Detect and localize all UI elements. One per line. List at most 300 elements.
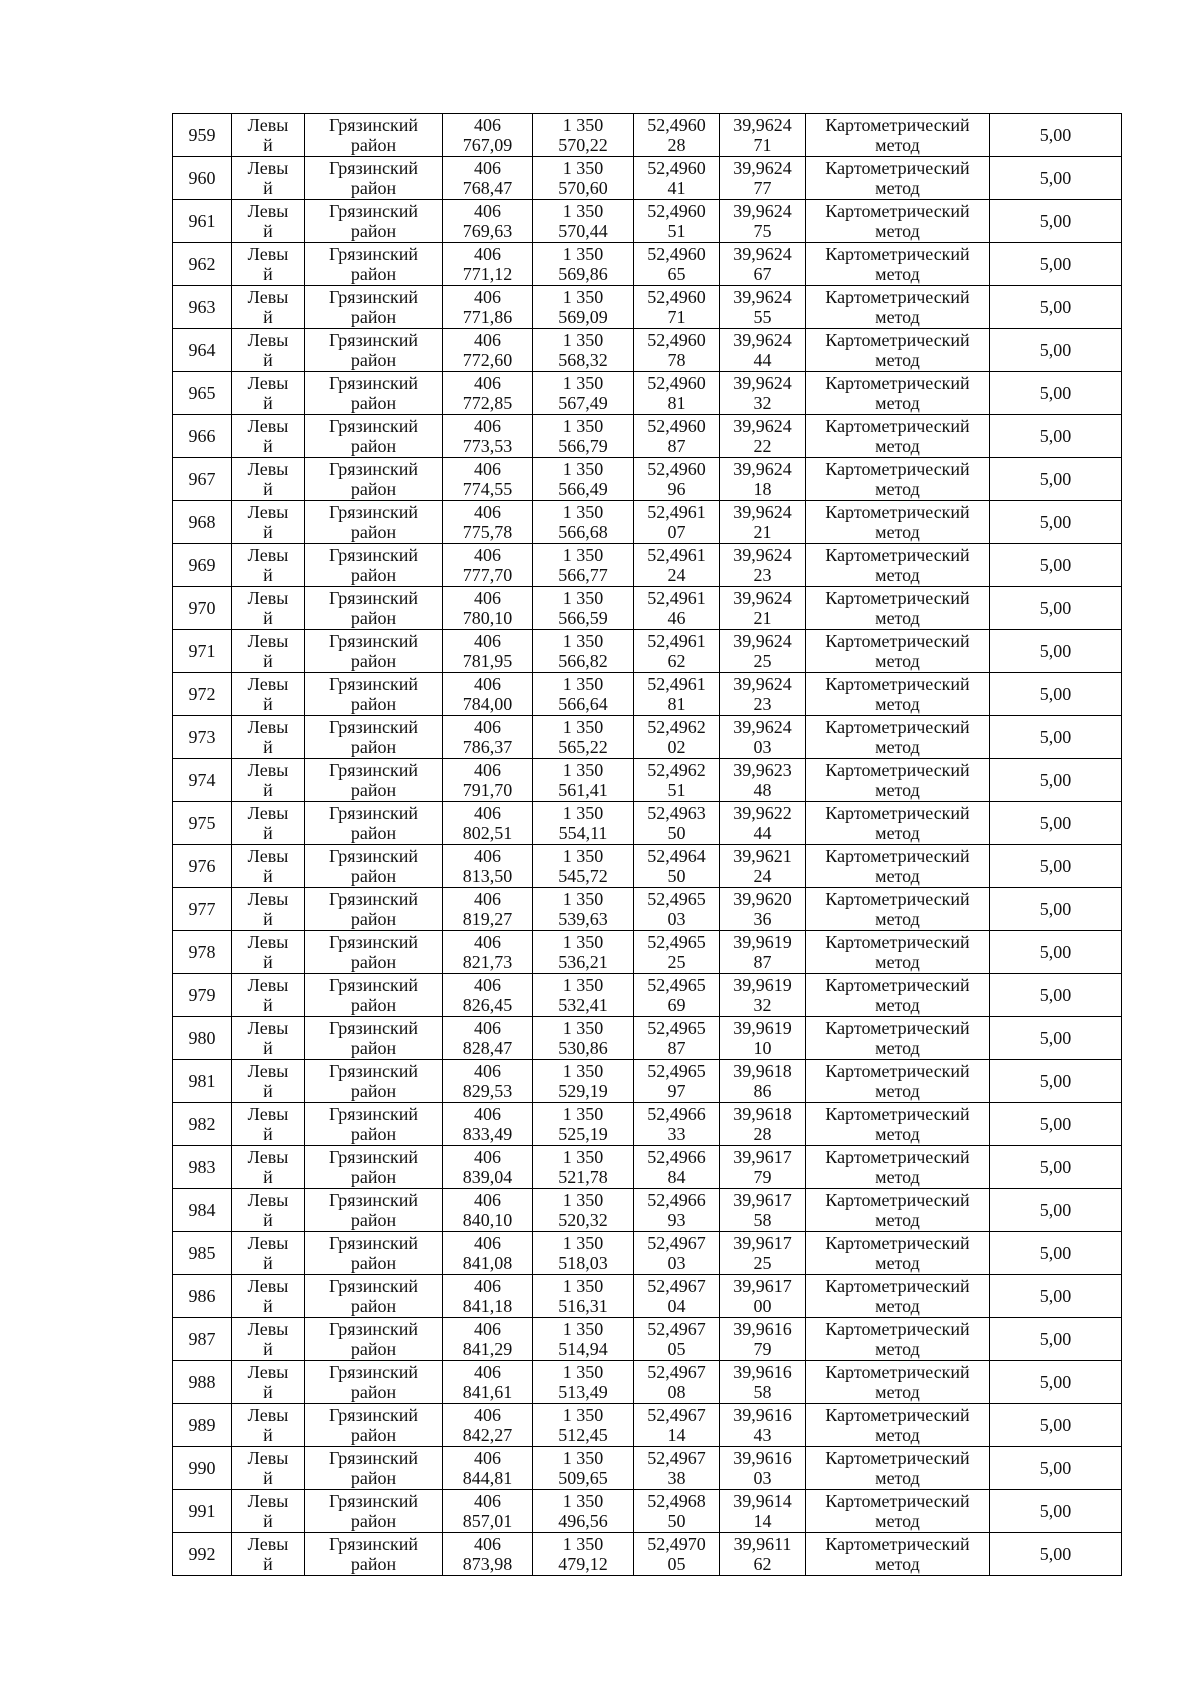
district-line: район: [350, 1468, 397, 1488]
y-coordinate-line: 1 350: [562, 415, 604, 436]
point-number-cell: 976: [173, 845, 232, 888]
district-cell: [305, 243, 443, 286]
bank-side-line: Левы: [247, 630, 289, 651]
latitude-line: 96: [667, 479, 686, 499]
point-number-cell: 975: [173, 802, 232, 845]
x-coordinate-line: 784,00: [462, 694, 513, 714]
y-coordinate-line: 566,64: [558, 694, 608, 714]
district-line: Грязинский: [329, 458, 418, 479]
accuracy-cell: 5,00: [990, 673, 1122, 716]
longitude-line: 79: [753, 1339, 772, 1359]
y-coordinate-line: 566,68: [558, 522, 608, 542]
point-number-cell: 964: [173, 329, 232, 372]
longitude-line: 39,9624: [733, 630, 792, 651]
latitude-cell: [634, 1447, 720, 1490]
bank-side-cell: [232, 200, 305, 243]
accuracy-cell: 5,00: [990, 329, 1122, 372]
accuracy-cell: 5,00: [990, 286, 1122, 329]
table-row: [173, 931, 1122, 974]
district-line: район: [350, 221, 397, 241]
y-coordinate-cell: [533, 1275, 634, 1318]
district-line: район: [350, 823, 397, 843]
table-row: [173, 673, 1122, 716]
method-line: Картометрический: [825, 1318, 970, 1339]
longitude-cell: [720, 1103, 806, 1146]
bank-side-line: Левы: [247, 1146, 289, 1167]
point-number-cell: 988: [173, 1361, 232, 1404]
method-line: метод: [875, 565, 920, 585]
accuracy-cell: 5,00: [990, 759, 1122, 802]
latitude-line: 78: [667, 350, 686, 370]
latitude-line: 52,4965: [647, 931, 706, 952]
method-line: метод: [875, 866, 920, 886]
x-coordinate-line: 767,09: [462, 135, 513, 155]
latitude-cell: [634, 1017, 720, 1060]
longitude-cell: [720, 931, 806, 974]
method-line: Картометрический: [825, 372, 970, 393]
method-cell: [806, 114, 990, 157]
method-line: метод: [875, 823, 920, 843]
point-number-cell: 982: [173, 1103, 232, 1146]
district-line: Грязинский: [329, 759, 418, 780]
latitude-cell: [634, 243, 720, 286]
latitude-line: 24: [667, 565, 686, 585]
point-number-cell: 961: [173, 200, 232, 243]
latitude-cell: [634, 1318, 720, 1361]
bank-side-line: Левы: [247, 415, 289, 436]
latitude-line: 97: [667, 1081, 686, 1101]
method-line: метод: [875, 221, 920, 241]
bank-side-line: Левы: [247, 802, 289, 823]
x-coordinate-cell: [443, 1275, 533, 1318]
district-line: район: [350, 651, 397, 671]
x-coordinate-cell: [443, 759, 533, 802]
latitude-line: 52,4960: [647, 415, 706, 436]
district-cell: [305, 329, 443, 372]
latitude-cell: [634, 630, 720, 673]
y-coordinate-line: 1 350: [562, 114, 604, 135]
method-line: метод: [875, 1382, 920, 1402]
latitude-line: 46: [667, 608, 686, 628]
accuracy-cell: 5,00: [990, 458, 1122, 501]
longitude-line: 39,9617: [733, 1232, 792, 1253]
latitude-line: 84: [667, 1167, 686, 1187]
y-coordinate-line: 1 350: [562, 243, 604, 264]
longitude-line: 39,9624: [733, 544, 792, 565]
accuracy-cell: 5,00: [990, 1060, 1122, 1103]
longitude-line: 39,9624: [733, 501, 792, 522]
method-cell: [806, 716, 990, 759]
y-coordinate-cell: [533, 1533, 634, 1576]
bank-side-cell: [232, 1232, 305, 1275]
y-coordinate-line: 561,41: [558, 780, 608, 800]
x-coordinate-line: 406: [474, 329, 501, 350]
bank-side-cell: [232, 157, 305, 200]
longitude-cell: [720, 1318, 806, 1361]
district-cell: [305, 1017, 443, 1060]
latitude-cell: [634, 286, 720, 329]
x-coordinate-line: 406: [474, 673, 501, 694]
x-coordinate-line: 841,18: [462, 1296, 513, 1316]
accuracy-cell: 5,00: [990, 845, 1122, 888]
bank-side-cell: [232, 802, 305, 845]
x-coordinate-cell: [443, 329, 533, 372]
longitude-line: 39,9624: [733, 200, 792, 221]
latitude-line: 87: [667, 1038, 686, 1058]
longitude-cell: [720, 1490, 806, 1533]
longitude-cell: [720, 802, 806, 845]
district-cell: [305, 458, 443, 501]
district-cell: [305, 1232, 443, 1275]
point-number-cell: 960: [173, 157, 232, 200]
accuracy-cell: 5,00: [990, 1189, 1122, 1232]
x-coordinate-line: 829,53: [462, 1081, 513, 1101]
bank-side-line: Левы: [247, 329, 289, 350]
district-line: район: [350, 1124, 397, 1144]
y-coordinate-cell: [533, 157, 634, 200]
x-coordinate-line: 406: [474, 1060, 501, 1081]
district-cell: [305, 286, 443, 329]
longitude-line: 39,9616: [733, 1404, 792, 1425]
x-coordinate-line: 773,53: [462, 436, 513, 456]
bank-side-cell: [232, 931, 305, 974]
y-coordinate-line: 570,44: [558, 221, 608, 241]
district-line: Грязинский: [329, 1533, 418, 1554]
latitude-cell: [634, 1146, 720, 1189]
x-coordinate-line: 844,81: [462, 1468, 513, 1488]
district-line: Грязинский: [329, 1189, 418, 1210]
longitude-cell: [720, 1404, 806, 1447]
x-coordinate-line: 406: [474, 845, 501, 866]
district-line: Грязинский: [329, 931, 418, 952]
accuracy-cell: 5,00: [990, 1490, 1122, 1533]
y-coordinate-line: 1 350: [562, 1103, 604, 1124]
y-coordinate-line: 512,45: [558, 1425, 608, 1445]
district-cell: [305, 544, 443, 587]
y-coordinate-cell: [533, 1189, 634, 1232]
accuracy-cell: 5,00: [990, 372, 1122, 415]
district-cell: [305, 1275, 443, 1318]
point-number-cell: 987: [173, 1318, 232, 1361]
district-cell: [305, 1361, 443, 1404]
bank-side-line: й: [263, 1038, 273, 1058]
longitude-line: 24: [753, 866, 772, 886]
method-line: метод: [875, 694, 920, 714]
method-line: метод: [875, 651, 920, 671]
latitude-cell: [634, 501, 720, 544]
district-cell: [305, 716, 443, 759]
method-cell: [806, 974, 990, 1017]
method-line: Картометрический: [825, 759, 970, 780]
latitude-cell: [634, 1275, 720, 1318]
bank-side-cell: [232, 1060, 305, 1103]
method-line: Картометрический: [825, 157, 970, 178]
longitude-line: 39,9621: [733, 845, 792, 866]
accuracy-cell: 5,00: [990, 931, 1122, 974]
bank-side-cell: [232, 1533, 305, 1576]
bank-side-cell: [232, 673, 305, 716]
x-coordinate-line: 828,47: [462, 1038, 513, 1058]
district-line: Грязинский: [329, 243, 418, 264]
y-coordinate-line: 569,86: [558, 264, 608, 284]
longitude-cell: [720, 501, 806, 544]
longitude-line: 39,9617: [733, 1189, 792, 1210]
y-coordinate-line: 554,11: [558, 823, 608, 843]
x-coordinate-line: 406: [474, 544, 501, 565]
bank-side-cell: [232, 974, 305, 1017]
longitude-cell: [720, 415, 806, 458]
district-line: район: [350, 952, 397, 972]
bank-side-line: Левы: [247, 372, 289, 393]
district-line: район: [350, 1339, 397, 1359]
bank-side-cell: [232, 630, 305, 673]
method-cell: [806, 1017, 990, 1060]
bank-side-line: Левы: [247, 931, 289, 952]
y-coordinate-line: 1 350: [562, 845, 604, 866]
method-line: метод: [875, 1511, 920, 1531]
point-number-cell: 968: [173, 501, 232, 544]
table-row: [173, 1447, 1122, 1490]
longitude-line: 44: [753, 350, 772, 370]
bank-side-line: й: [263, 866, 273, 886]
y-coordinate-cell: [533, 200, 634, 243]
method-cell: [806, 243, 990, 286]
district-line: Грязинский: [329, 544, 418, 565]
point-number-cell: 980: [173, 1017, 232, 1060]
district-cell: [305, 888, 443, 931]
bank-side-cell: [232, 415, 305, 458]
method-line: Картометрический: [825, 1275, 970, 1296]
bank-side-line: Левы: [247, 587, 289, 608]
x-coordinate-line: 826,45: [462, 995, 513, 1015]
latitude-line: 52,4965: [647, 888, 706, 909]
bank-side-line: Левы: [247, 888, 289, 909]
latitude-line: 52,4961: [647, 587, 706, 608]
latitude-line: 52,4960: [647, 458, 706, 479]
latitude-line: 50: [667, 866, 686, 886]
x-coordinate-line: 841,61: [462, 1382, 513, 1402]
district-line: Грязинский: [329, 1361, 418, 1382]
table-row: [173, 1404, 1122, 1447]
y-coordinate-line: 566,49: [558, 479, 608, 499]
method-cell: [806, 157, 990, 200]
y-coordinate-cell: [533, 1232, 634, 1275]
district-line: Грязинский: [329, 1017, 418, 1038]
x-coordinate-line: 406: [474, 114, 501, 135]
bank-side-line: й: [263, 565, 273, 585]
accuracy-cell: 5,00: [990, 544, 1122, 587]
latitude-line: 69: [667, 995, 686, 1015]
y-coordinate-cell: [533, 630, 634, 673]
longitude-line: 48: [753, 780, 772, 800]
district-line: район: [350, 436, 397, 456]
latitude-line: 52,4962: [647, 716, 706, 737]
y-coordinate-line: 516,31: [558, 1296, 608, 1316]
x-coordinate-line: 841,29: [462, 1339, 513, 1359]
x-coordinate-line: 406: [474, 1275, 501, 1296]
x-coordinate-line: 406: [474, 458, 501, 479]
x-coordinate-line: 406: [474, 888, 501, 909]
table-row: [173, 200, 1122, 243]
table-row: [173, 372, 1122, 415]
bank-side-line: Левы: [247, 243, 289, 264]
method-line: метод: [875, 995, 920, 1015]
x-coordinate-line: 406: [474, 1447, 501, 1468]
bank-side-line: й: [263, 1124, 273, 1144]
y-coordinate-line: 1 350: [562, 1361, 604, 1382]
longitude-line: 23: [753, 694, 772, 714]
x-coordinate-line: 406: [474, 931, 501, 952]
longitude-line: 00: [753, 1296, 772, 1316]
table-row: [173, 1103, 1122, 1146]
x-coordinate-line: 857,01: [462, 1511, 513, 1531]
y-coordinate-line: 1 350: [562, 286, 604, 307]
bank-side-line: й: [263, 1554, 273, 1574]
bank-side-cell: [232, 329, 305, 372]
bank-side-line: й: [263, 1081, 273, 1101]
accuracy-cell: 5,00: [990, 200, 1122, 243]
table-row: [173, 286, 1122, 329]
latitude-line: 52,4967: [647, 1275, 706, 1296]
x-coordinate-line: 833,49: [462, 1124, 513, 1144]
y-coordinate-line: 1 350: [562, 458, 604, 479]
longitude-line: 39,9611: [733, 1533, 792, 1554]
y-coordinate-cell: [533, 501, 634, 544]
y-coordinate-line: 566,59: [558, 608, 608, 628]
bank-side-line: й: [263, 1425, 273, 1445]
method-line: Картометрический: [825, 587, 970, 608]
district-cell: [305, 114, 443, 157]
y-coordinate-line: 521,78: [558, 1167, 608, 1187]
bank-side-cell: [232, 1318, 305, 1361]
accuracy-cell: 5,00: [990, 888, 1122, 931]
bank-side-line: Левы: [247, 114, 289, 135]
bank-side-cell: [232, 888, 305, 931]
method-cell: [806, 372, 990, 415]
x-coordinate-line: 821,73: [462, 952, 513, 972]
y-coordinate-line: 570,22: [558, 135, 608, 155]
latitude-line: 52,4962: [647, 759, 706, 780]
bank-side-line: Левы: [247, 1490, 289, 1511]
bank-side-cell: [232, 286, 305, 329]
district-cell: [305, 802, 443, 845]
method-cell: [806, 1103, 990, 1146]
latitude-line: 52,4967: [647, 1447, 706, 1468]
bank-side-line: Левы: [247, 286, 289, 307]
method-line: Картометрический: [825, 243, 970, 264]
district-line: район: [350, 1511, 397, 1531]
bank-side-line: й: [263, 522, 273, 542]
bank-side-line: Левы: [247, 1533, 289, 1554]
x-coordinate-line: 842,27: [462, 1425, 513, 1445]
y-coordinate-line: 513,49: [558, 1382, 608, 1402]
y-coordinate-line: 530,86: [558, 1038, 608, 1058]
latitude-line: 38: [667, 1468, 686, 1488]
y-coordinate-cell: [533, 114, 634, 157]
x-coordinate-cell: [443, 1103, 533, 1146]
bank-side-line: й: [263, 1382, 273, 1402]
district-line: район: [350, 479, 397, 499]
method-cell: [806, 501, 990, 544]
district-line: район: [350, 694, 397, 714]
latitude-cell: [634, 931, 720, 974]
latitude-line: 52,4966: [647, 1103, 706, 1124]
longitude-cell: [720, 673, 806, 716]
district-cell: [305, 1103, 443, 1146]
bank-side-line: Левы: [247, 845, 289, 866]
accuracy-cell: 5,00: [990, 243, 1122, 286]
method-line: Картометрический: [825, 931, 970, 952]
longitude-line: 39,9622: [733, 802, 792, 823]
y-coordinate-line: 536,21: [558, 952, 608, 972]
latitude-cell: [634, 415, 720, 458]
bank-side-cell: [232, 1103, 305, 1146]
y-coordinate-cell: [533, 243, 634, 286]
latitude-line: 87: [667, 436, 686, 456]
bank-side-line: й: [263, 1253, 273, 1273]
table-row: [173, 1189, 1122, 1232]
x-coordinate-cell: [443, 114, 533, 157]
bank-side-line: й: [263, 393, 273, 413]
accuracy-cell: 5,00: [990, 1533, 1122, 1576]
longitude-line: 03: [753, 1468, 772, 1488]
y-coordinate-line: 1 350: [562, 716, 604, 737]
y-coordinate-cell: [533, 1103, 634, 1146]
district-line: район: [350, 1425, 397, 1445]
method-line: Картометрический: [825, 1060, 970, 1081]
bank-side-line: Левы: [247, 1404, 289, 1425]
bank-side-cell: [232, 458, 305, 501]
point-number-cell: 983: [173, 1146, 232, 1189]
longitude-line: 39,9624: [733, 372, 792, 393]
x-coordinate-cell: [443, 716, 533, 759]
latitude-line: 04: [667, 1296, 686, 1316]
accuracy-cell: 5,00: [990, 1232, 1122, 1275]
y-coordinate-cell: [533, 286, 634, 329]
y-coordinate-cell: [533, 1447, 634, 1490]
table-row: [173, 1232, 1122, 1275]
point-number-cell: 978: [173, 931, 232, 974]
bank-side-cell: [232, 1490, 305, 1533]
latitude-line: 08: [667, 1382, 686, 1402]
method-line: метод: [875, 952, 920, 972]
accuracy-cell: 5,00: [990, 802, 1122, 845]
method-line: метод: [875, 1425, 920, 1445]
longitude-cell: [720, 200, 806, 243]
y-coordinate-line: 1 350: [562, 1017, 604, 1038]
latitude-line: 50: [667, 823, 686, 843]
latitude-line: 52,4964: [647, 845, 706, 866]
x-coordinate-line: 406: [474, 1146, 501, 1167]
point-number-cell: 970: [173, 587, 232, 630]
longitude-cell: [720, 716, 806, 759]
latitude-cell: [634, 1490, 720, 1533]
y-coordinate-line: 1 350: [562, 372, 604, 393]
bank-side-cell: [232, 587, 305, 630]
y-coordinate-cell: [533, 544, 634, 587]
method-line: метод: [875, 135, 920, 155]
latitude-cell: [634, 673, 720, 716]
longitude-cell: [720, 1533, 806, 1576]
latitude-cell: [634, 1189, 720, 1232]
latitude-line: 33: [667, 1124, 686, 1144]
latitude-line: 52,4961: [647, 673, 706, 694]
district-line: район: [350, 995, 397, 1015]
method-line: Картометрический: [825, 1533, 970, 1554]
y-coordinate-cell: [533, 931, 634, 974]
latitude-line: 07: [667, 522, 686, 542]
method-line: Картометрический: [825, 845, 970, 866]
